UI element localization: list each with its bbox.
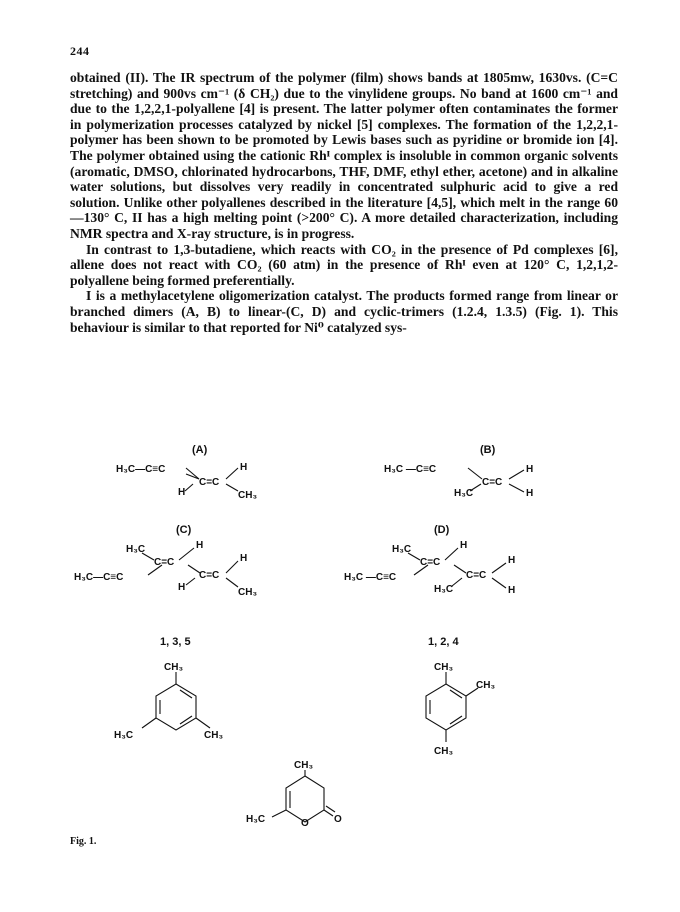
t124-ch3-bottom: CH₃ bbox=[434, 746, 454, 757]
a-h-top: H bbox=[240, 462, 248, 473]
b-h-bottom: H bbox=[526, 488, 534, 499]
b-alkene: C=C bbox=[482, 477, 503, 488]
t124-ch3-right: CH₃ bbox=[476, 680, 496, 691]
lactone-ch3: CH₃ bbox=[294, 760, 314, 771]
c-alkene-2: C=C bbox=[199, 570, 220, 581]
c-h3c: H₃C bbox=[126, 544, 146, 555]
d-h3c-top: H₃C bbox=[392, 544, 412, 555]
label-c: (C) bbox=[176, 524, 192, 536]
paragraph-3: I is a methylacetylene oligomerization catalyst. The products formed range from linear or branched dimers (A, B) to linear-(C, D) and cyclic-trimers (1.2.4, 1.3.5) (Fig. 1). This behaviour is similar to that reported for Ni⁰ catalyzed sys- bbox=[70, 288, 618, 335]
d-propynyl: H₃C —C≡C bbox=[344, 572, 397, 583]
paragraph-2: In contrast to 1,3-butadiene, which reacts with CO₂ in the presence of Pd complexes [6], allene does not react with CO₂ (60 atm) in the presence of Rhᴵ even at 120° C, 1,2,1,2-polyallene being formed preferentially. bbox=[70, 241, 618, 288]
d-h3c-bottom: H₃C bbox=[434, 584, 454, 595]
a-propynyl: H₃C—C≡C bbox=[116, 464, 166, 475]
label-d: (D) bbox=[434, 524, 450, 536]
d-h-bottom: H bbox=[508, 585, 516, 596]
label-a: (A) bbox=[192, 444, 208, 456]
a-h-bottom: H bbox=[178, 487, 186, 498]
b-h-top: H bbox=[526, 464, 534, 475]
t124-ch3-top: CH₃ bbox=[434, 662, 454, 673]
c-h-bottom: H bbox=[178, 582, 186, 593]
page-number: 244 bbox=[70, 44, 90, 58]
b-h3c: H₃C bbox=[454, 488, 474, 499]
label-124: 1, 2, 4 bbox=[428, 636, 459, 648]
t135-ch3-top: CH₃ bbox=[164, 662, 184, 673]
c-h-top: H bbox=[196, 540, 204, 551]
a-alkene: C=C bbox=[199, 477, 220, 488]
paragraph-1: obtained (II). The IR spectrum of the polymer (film) shows bands at 1805mw, 1630vs. (C=C stretching) and 900vs cm⁻¹ (δ CH₂) due to the vinylidene groups. No band at 1600 cm⁻¹ and due to the 1,2,2,1-polyallene [4] is present. The latter polymer often contaminates the former in polymerization processes catalyzed by nickel [5] complexes. The formation of the 1,2,2,1-polymer has been shown to be promoted by Lewis bases such as pyridine or bromide ion [4]. The polymer obtained using the cationic Rhᴵ complex is insoluble in common organic solvents (aromatic, DMSO, chlorinated hydrocarbons, THF, DMF, ethyl ether, acetone) and in alkaline water solutions, but dissolves very readily in concentrated sulphuric acid to give a red solution. Unlike other polyallenes described in the literature [4,5], which melt in the range 60—130° C, II has a high melting point (>200° C). A more detailed characterization, including NMR spectra and X-ray structure, is in progress. bbox=[70, 70, 618, 241]
label-135: 1, 3, 5 bbox=[160, 636, 191, 648]
t135-h3c: H₃C bbox=[114, 730, 134, 741]
c-h-right: H bbox=[240, 553, 248, 564]
b-propynyl: H₃C —C≡C bbox=[384, 464, 437, 475]
label-b: (B) bbox=[480, 444, 496, 456]
c-propynyl: H₃C—C≡C bbox=[74, 572, 124, 583]
lactone-carbonyl-o: O bbox=[334, 814, 342, 825]
t135-ch3-right: CH₃ bbox=[204, 730, 224, 741]
c-alkene-1: C=C bbox=[154, 557, 175, 568]
lactone-h3c: H₃C bbox=[246, 814, 266, 825]
d-h-right: H bbox=[508, 555, 516, 566]
d-h-top: H bbox=[460, 540, 468, 551]
c-ch3: CH₃ bbox=[238, 587, 258, 598]
a-ch3: CH₃ bbox=[238, 490, 258, 501]
figure-caption: Fig. 1. bbox=[70, 836, 97, 847]
d-alkene-2: C=C bbox=[466, 570, 487, 581]
d-alkene-1: C=C bbox=[420, 557, 441, 568]
lactone-ring-o: O bbox=[301, 818, 309, 829]
